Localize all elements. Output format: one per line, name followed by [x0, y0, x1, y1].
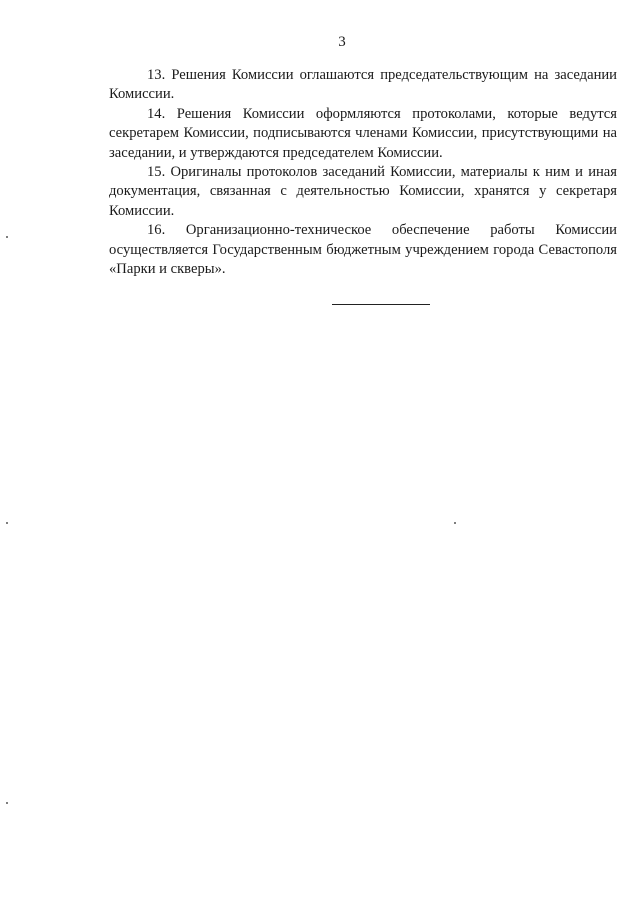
document-body — [109, 66, 617, 279]
scan-artifact — [6, 802, 8, 804]
paragraph-13: 13. Решения Комиссии оглашаются председательствующим на заседании Комиссии. — [109, 67, 617, 103]
closing-rule — [332, 304, 430, 305]
scan-artifact — [6, 236, 8, 238]
page-number: 3 — [338, 34, 346, 50]
scan-artifact — [454, 522, 456, 524]
paragraph-14: 14. Решения Комиссии оформляются протоколами, которые ведутся секретарем Комиссии, подписываются членами Комиссии, присутствующими на заседании, и утверждаются председателем Комиссии. — [109, 105, 617, 161]
paragraph-16: 16. Организационно-техническое обеспечение работы Комиссии осуществляется Государственным бюджетным учреждением города Севастополя «Парки и скверы». — [109, 222, 617, 278]
paragraph-15: 15. Оригиналы протоколов заседаний Комиссии, материалы к ним и иная документация, связанная с деятельностью Комиссии, хранятся у секретаря Комиссии. — [109, 164, 617, 219]
scan-artifact — [6, 522, 8, 524]
